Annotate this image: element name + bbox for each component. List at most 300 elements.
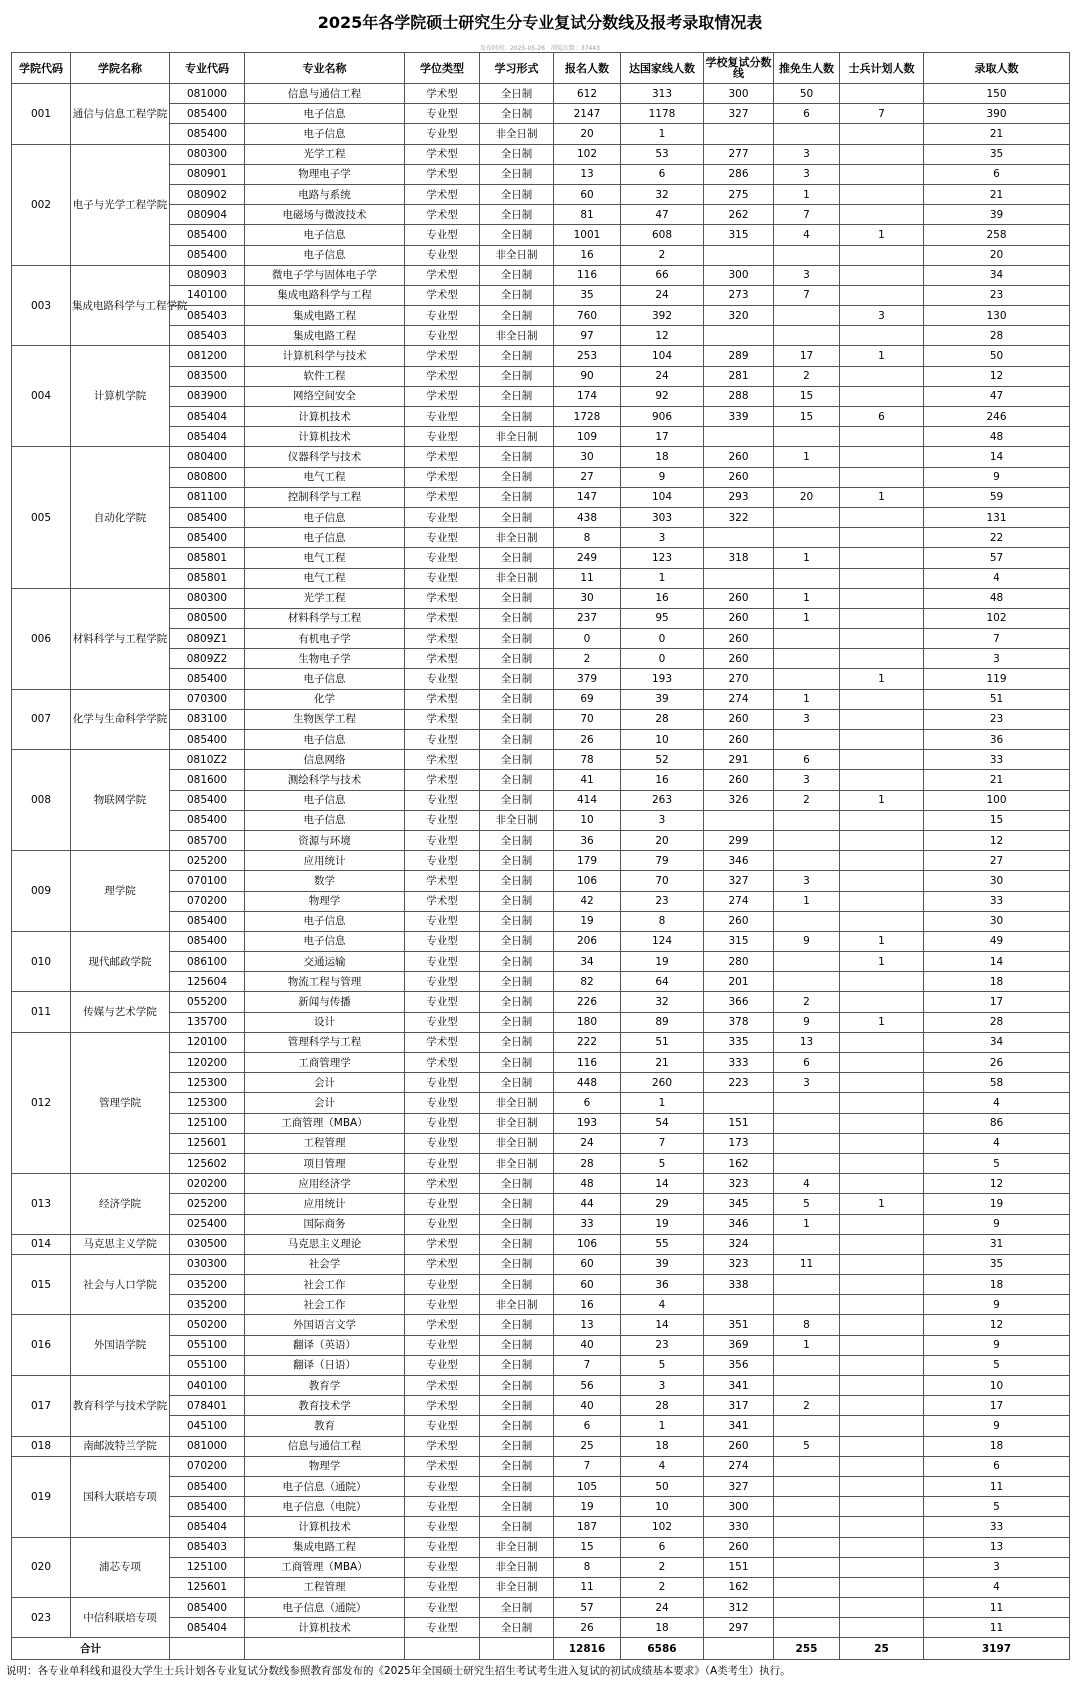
degree-type-cell: 专业型 — [405, 427, 480, 447]
degree-type-cell: 学术型 — [405, 184, 480, 204]
exempt-cell: 50 — [774, 84, 840, 104]
major-name-cell: 马克思主义理论 — [245, 1234, 405, 1254]
college-name-cell: 中信科联培专项 — [71, 1598, 170, 1638]
school-line-cell: 260 — [704, 911, 774, 931]
college-code-cell: 020 — [12, 1537, 71, 1598]
study-mode-cell: 全日制 — [480, 1234, 554, 1254]
table-row — [12, 1133, 1070, 1153]
exempt-cell — [774, 1355, 840, 1375]
major-name-cell: 电气工程 — [245, 568, 405, 588]
degree-type-cell: 专业型 — [405, 1093, 480, 1113]
admitted-cell: 21 — [924, 124, 1070, 144]
table-row — [12, 144, 1070, 164]
degree-type-cell: 学术型 — [405, 891, 480, 911]
school-line-cell — [704, 1295, 774, 1315]
study-mode-cell: 非全日制 — [480, 810, 554, 830]
admitted-cell: 30 — [924, 871, 1070, 891]
major-code-cell: 025200 — [170, 851, 245, 871]
degree-type-cell: 专业型 — [405, 568, 480, 588]
school-line-cell: 262 — [704, 205, 774, 225]
header-admitted: 录取人数 — [924, 53, 1070, 84]
school-line-cell: 369 — [704, 1335, 774, 1355]
exempt-cell: 1 — [774, 447, 840, 467]
study-mode-cell: 全日制 — [480, 1194, 554, 1214]
soldier-cell — [840, 386, 924, 406]
school-line-cell: 260 — [704, 1436, 774, 1456]
header-college-code: 学院代码 — [12, 53, 71, 84]
national-line-cell: 4 — [621, 1295, 704, 1315]
admitted-cell: 12 — [924, 1315, 1070, 1335]
national-line-cell: 55 — [621, 1234, 704, 1254]
applicants-cell: 40 — [554, 1396, 621, 1416]
school-line-cell: 345 — [704, 1194, 774, 1214]
major-code-cell: 081000 — [170, 1436, 245, 1456]
applicants-cell: 78 — [554, 750, 621, 770]
admitted-cell: 12 — [924, 366, 1070, 386]
applicants-cell: 438 — [554, 507, 621, 527]
major-name-cell: 电子信息 — [245, 911, 405, 931]
exempt-cell: 4 — [774, 1174, 840, 1194]
college-name-cell: 自动化学院 — [71, 447, 170, 588]
national-line-cell: 66 — [621, 265, 704, 285]
college-name-cell: 通信与信息工程学院 — [71, 84, 170, 145]
soldier-cell — [840, 1275, 924, 1295]
major-name-cell: 电子信息 — [245, 245, 405, 265]
major-name-cell: 集成电路工程 — [245, 306, 405, 326]
soldier-cell: 3 — [840, 306, 924, 326]
study-mode-cell: 全日制 — [480, 830, 554, 850]
major-name-cell: 有机电子学 — [245, 629, 405, 649]
school-line-cell: 312 — [704, 1598, 774, 1618]
exempt-cell: 7 — [774, 205, 840, 225]
major-name-cell: 微电子学与固体电子学 — [245, 265, 405, 285]
soldier-cell: 1 — [840, 669, 924, 689]
national-line-cell: 5 — [621, 1153, 704, 1173]
school-line-cell: 323 — [704, 1174, 774, 1194]
degree-type-cell: 专业型 — [405, 911, 480, 931]
admitted-cell: 36 — [924, 730, 1070, 750]
national-line-cell: 70 — [621, 871, 704, 891]
soldier-cell — [840, 1254, 924, 1274]
college-code-cell: 002 — [12, 144, 71, 265]
school-line-cell: 324 — [704, 1234, 774, 1254]
table-row — [12, 427, 1070, 447]
admitted-cell: 9 — [924, 1335, 1070, 1355]
school-line-cell: 151 — [704, 1557, 774, 1577]
table-row — [12, 407, 1070, 427]
school-line-cell: 291 — [704, 750, 774, 770]
admitted-cell: 59 — [924, 487, 1070, 507]
college-code-cell: 001 — [12, 84, 71, 145]
applicants-cell: 20 — [554, 124, 621, 144]
study-mode-cell: 非全日制 — [480, 427, 554, 447]
study-mode-cell: 全日制 — [480, 1456, 554, 1476]
school-line-cell — [704, 427, 774, 447]
degree-type-cell: 专业型 — [405, 1355, 480, 1375]
degree-type-cell: 专业型 — [405, 1517, 480, 1537]
national-line-cell: 10 — [621, 1497, 704, 1517]
admitted-cell: 9 — [924, 467, 1070, 487]
soldier-cell: 1 — [840, 790, 924, 810]
national-line-cell: 1178 — [621, 104, 704, 124]
table-row — [12, 992, 1070, 1012]
table-row — [12, 790, 1070, 810]
major-name-cell: 电磁场与微波技术 — [245, 205, 405, 225]
school-line-cell: 320 — [704, 306, 774, 326]
degree-type-cell: 学术型 — [405, 205, 480, 225]
major-name-cell: 电气工程 — [245, 548, 405, 568]
exempt-cell — [774, 911, 840, 931]
school-line-cell: 288 — [704, 386, 774, 406]
soldier-cell: 1 — [840, 1012, 924, 1032]
major-name-cell: 物流工程与管理 — [245, 972, 405, 992]
study-mode-cell: 非全日制 — [480, 124, 554, 144]
admitted-cell: 12 — [924, 830, 1070, 850]
national-line-cell: 39 — [621, 1254, 704, 1274]
major-name-cell: 应用经济学 — [245, 1174, 405, 1194]
table-row — [12, 104, 1070, 124]
soldier-cell — [840, 1073, 924, 1093]
major-code-cell: 055200 — [170, 992, 245, 1012]
study-mode-cell: 非全日制 — [480, 1093, 554, 1113]
school-line-cell: 297 — [704, 1618, 774, 1638]
major-name-cell: 物理学 — [245, 891, 405, 911]
exempt-cell: 1 — [774, 1335, 840, 1355]
total-empty-cell — [405, 1638, 480, 1660]
exempt-cell — [774, 851, 840, 871]
study-mode-cell: 全日制 — [480, 891, 554, 911]
applicants-cell: 7 — [554, 1456, 621, 1476]
exempt-cell: 1 — [774, 689, 840, 709]
soldier-cell — [840, 1618, 924, 1638]
page-title: 2025年各学院硕士研究生分专业复试分数线及报考录取情况表 — [317, 13, 763, 32]
college-code-cell: 007 — [12, 689, 71, 750]
degree-type-cell: 学术型 — [405, 1234, 480, 1254]
college-name-cell: 集成电路科学与工程学院 — [71, 265, 170, 346]
soldier-cell — [840, 366, 924, 386]
major-name-cell: 翻译（英语） — [245, 1335, 405, 1355]
major-name-cell: 电子信息 — [245, 124, 405, 144]
exempt-cell — [774, 1537, 840, 1557]
major-code-cell: 0809Z2 — [170, 649, 245, 669]
major-name-cell: 数学 — [245, 871, 405, 891]
admitted-cell: 86 — [924, 1113, 1070, 1133]
degree-type-cell: 学术型 — [405, 1436, 480, 1456]
national-line-cell: 32 — [621, 992, 704, 1012]
exempt-cell: 2 — [774, 1396, 840, 1416]
degree-type-cell: 学术型 — [405, 1315, 480, 1335]
admitted-cell: 48 — [924, 588, 1070, 608]
soldier-cell — [840, 265, 924, 285]
applicants-cell: 206 — [554, 931, 621, 951]
school-line-cell: 318 — [704, 548, 774, 568]
admitted-cell: 39 — [924, 205, 1070, 225]
national-line-cell: 21 — [621, 1053, 704, 1073]
study-mode-cell: 全日制 — [480, 669, 554, 689]
study-mode-cell: 全日制 — [480, 649, 554, 669]
major-name-cell: 电路与系统 — [245, 184, 405, 204]
major-code-cell: 080800 — [170, 467, 245, 487]
exempt-cell: 5 — [774, 1194, 840, 1214]
major-code-cell: 070200 — [170, 891, 245, 911]
admitted-cell: 17 — [924, 992, 1070, 1012]
major-code-cell: 085400 — [170, 1598, 245, 1618]
college-name-cell: 物联网学院 — [71, 750, 170, 851]
degree-type-cell: 专业型 — [405, 1557, 480, 1577]
school-line-cell: 300 — [704, 84, 774, 104]
soldier-cell — [840, 427, 924, 447]
degree-type-cell: 专业型 — [405, 1537, 480, 1557]
school-line-cell: 315 — [704, 931, 774, 951]
soldier-cell — [840, 730, 924, 750]
exempt-cell: 9 — [774, 1012, 840, 1032]
soldier-cell — [840, 608, 924, 628]
table-row — [12, 184, 1070, 204]
degree-type-cell: 专业型 — [405, 1194, 480, 1214]
table-row — [12, 1355, 1070, 1375]
national-line-cell: 2 — [621, 245, 704, 265]
national-line-cell: 50 — [621, 1476, 704, 1496]
college-name-cell: 理学院 — [71, 851, 170, 932]
degree-type-cell: 专业型 — [405, 1497, 480, 1517]
degree-type-cell: 专业型 — [405, 1598, 480, 1618]
major-code-cell: 085400 — [170, 104, 245, 124]
exempt-cell — [774, 326, 840, 346]
applicants-cell: 90 — [554, 366, 621, 386]
admitted-cell: 23 — [924, 285, 1070, 305]
study-mode-cell: 全日制 — [480, 608, 554, 628]
table-row — [12, 750, 1070, 770]
study-mode-cell: 全日制 — [480, 750, 554, 770]
major-name-cell: 控制科学与工程 — [245, 487, 405, 507]
table-row — [12, 1436, 1070, 1456]
national-line-cell: 260 — [621, 1073, 704, 1093]
table-row — [12, 1254, 1070, 1274]
applicants-cell: 6 — [554, 1416, 621, 1436]
major-name-cell: 电子信息 — [245, 669, 405, 689]
admitted-cell: 33 — [924, 750, 1070, 770]
applicants-cell: 102 — [554, 144, 621, 164]
table-row — [12, 689, 1070, 709]
exempt-cell: 1 — [774, 891, 840, 911]
soldier-cell — [840, 972, 924, 992]
degree-type-cell: 学术型 — [405, 588, 480, 608]
college-name-cell: 传媒与艺术学院 — [71, 992, 170, 1032]
study-mode-cell: 全日制 — [480, 1335, 554, 1355]
table-row — [12, 1598, 1070, 1618]
degree-type-cell: 专业型 — [405, 1113, 480, 1133]
header-college-name: 学院名称 — [71, 53, 170, 84]
soldier-cell — [840, 770, 924, 790]
exempt-cell: 13 — [774, 1032, 840, 1052]
table-row — [12, 588, 1070, 608]
degree-type-cell: 学术型 — [405, 84, 480, 104]
major-code-cell: 080904 — [170, 205, 245, 225]
major-code-cell: 083500 — [170, 366, 245, 386]
national-line-cell: 79 — [621, 851, 704, 871]
applicants-cell: 180 — [554, 1012, 621, 1032]
school-line-cell: 330 — [704, 1517, 774, 1537]
admitted-cell: 102 — [924, 608, 1070, 628]
exempt-cell — [774, 467, 840, 487]
exempt-cell — [774, 972, 840, 992]
school-line-cell: 281 — [704, 366, 774, 386]
major-code-cell: 085400 — [170, 669, 245, 689]
major-code-cell: 085404 — [170, 407, 245, 427]
school-line-cell: 162 — [704, 1153, 774, 1173]
study-mode-cell: 全日制 — [480, 1476, 554, 1496]
admitted-cell: 5 — [924, 1355, 1070, 1375]
study-mode-cell: 全日制 — [480, 265, 554, 285]
exempt-cell — [774, 629, 840, 649]
soldier-cell — [840, 1335, 924, 1355]
exempt-cell — [774, 507, 840, 527]
school-line-cell: 223 — [704, 1073, 774, 1093]
admitted-cell: 100 — [924, 790, 1070, 810]
exempt-cell: 11 — [774, 1254, 840, 1274]
admitted-cell: 21 — [924, 770, 1070, 790]
admitted-cell: 28 — [924, 326, 1070, 346]
exempt-cell — [774, 1153, 840, 1173]
major-name-cell: 电子信息 — [245, 507, 405, 527]
major-name-cell: 电子信息 — [245, 790, 405, 810]
college-code-cell: 010 — [12, 931, 71, 992]
admitted-cell: 15 — [924, 810, 1070, 830]
degree-type-cell: 专业型 — [405, 1335, 480, 1355]
major-name-cell: 电子信息（电院） — [245, 1497, 405, 1517]
admitted-cell: 5 — [924, 1497, 1070, 1517]
exempt-cell: 6 — [774, 1053, 840, 1073]
table-row — [12, 1416, 1070, 1436]
school-line-cell: 280 — [704, 952, 774, 972]
header-national-line: 达国家线人数 — [621, 53, 704, 84]
school-line-cell: 323 — [704, 1254, 774, 1274]
major-code-cell: 085400 — [170, 810, 245, 830]
degree-type-cell: 专业型 — [405, 931, 480, 951]
degree-type-cell: 专业型 — [405, 1275, 480, 1295]
national-line-cell: 193 — [621, 669, 704, 689]
applicants-cell: 237 — [554, 608, 621, 628]
admitted-cell: 4 — [924, 1577, 1070, 1597]
applicants-cell: 35 — [554, 285, 621, 305]
applicants-cell: 2147 — [554, 104, 621, 124]
national-line-cell: 6 — [621, 1537, 704, 1557]
admitted-cell: 50 — [924, 346, 1070, 366]
table-row — [12, 1315, 1070, 1335]
national-line-cell: 3 — [621, 528, 704, 548]
study-mode-cell: 全日制 — [480, 851, 554, 871]
applicants-cell: 82 — [554, 972, 621, 992]
applicants-cell: 6 — [554, 1093, 621, 1113]
major-name-cell: 电子信息 — [245, 730, 405, 750]
national-line-cell: 303 — [621, 507, 704, 527]
degree-type-cell: 专业型 — [405, 1153, 480, 1173]
exempt-cell: 6 — [774, 104, 840, 124]
admitted-cell: 6 — [924, 164, 1070, 184]
exempt-cell: 2 — [774, 366, 840, 386]
table-row — [12, 629, 1070, 649]
applicants-cell: 222 — [554, 1032, 621, 1052]
major-code-cell: 0809Z1 — [170, 629, 245, 649]
college-code-cell: 003 — [12, 265, 71, 346]
admitted-cell: 49 — [924, 931, 1070, 951]
admitted-cell: 9 — [924, 1214, 1070, 1234]
national-line-cell: 32 — [621, 184, 704, 204]
school-line-cell: 322 — [704, 507, 774, 527]
degree-type-cell: 专业型 — [405, 1476, 480, 1496]
degree-type-cell: 专业型 — [405, 851, 480, 871]
major-name-cell: 工程管理 — [245, 1577, 405, 1597]
national-line-cell: 24 — [621, 285, 704, 305]
degree-type-cell: 学术型 — [405, 608, 480, 628]
soldier-cell — [840, 447, 924, 467]
major-name-cell: 教育学 — [245, 1376, 405, 1396]
applicants-cell: 174 — [554, 386, 621, 406]
major-name-cell: 计算机技术 — [245, 407, 405, 427]
school-line-cell: 274 — [704, 689, 774, 709]
degree-type-cell: 学术型 — [405, 1032, 480, 1052]
table-row — [12, 124, 1070, 144]
degree-type-cell: 专业型 — [405, 548, 480, 568]
admitted-cell: 14 — [924, 952, 1070, 972]
footnote: 说明：各专业单科线和退役大学生士兵计划各专业复试分数线参照教育部发布的《2025年全国硕士研究生招生考试考生进入复试的初试成绩基本要求》（A类考生）执行。 — [6, 1665, 791, 1677]
exempt-cell — [774, 830, 840, 850]
national-line-cell: 24 — [621, 1598, 704, 1618]
study-mode-cell: 全日制 — [480, 1174, 554, 1194]
soldier-cell — [840, 629, 924, 649]
school-line-cell: 346 — [704, 1214, 774, 1234]
soldier-cell — [840, 1214, 924, 1234]
school-line-cell: 378 — [704, 1012, 774, 1032]
degree-type-cell: 学术型 — [405, 386, 480, 406]
soldier-cell — [840, 871, 924, 891]
degree-type-cell: 学术型 — [405, 144, 480, 164]
table-row — [12, 1073, 1070, 1093]
major-name-cell: 集成电路工程 — [245, 1537, 405, 1557]
degree-type-cell: 学术型 — [405, 265, 480, 285]
major-code-cell: 040100 — [170, 1376, 245, 1396]
table-row — [12, 1476, 1070, 1496]
admitted-cell: 7 — [924, 629, 1070, 649]
major-name-cell: 计算机技术 — [245, 427, 405, 447]
soldier-cell — [840, 1598, 924, 1618]
table-row — [12, 1234, 1070, 1254]
degree-type-cell: 专业型 — [405, 407, 480, 427]
college-code-cell: 012 — [12, 1032, 71, 1173]
table-row — [12, 528, 1070, 548]
applicants-cell: 40 — [554, 1335, 621, 1355]
admitted-cell: 35 — [924, 144, 1070, 164]
school-line-cell: 260 — [704, 588, 774, 608]
table-row — [12, 1093, 1070, 1113]
school-line-cell: 293 — [704, 487, 774, 507]
college-name-cell: 教育科学与技术学院 — [71, 1376, 170, 1437]
national-line-cell: 0 — [621, 649, 704, 669]
college-code-cell: 017 — [12, 1376, 71, 1437]
national-line-cell: 102 — [621, 1517, 704, 1537]
major-name-cell: 应用统计 — [245, 851, 405, 871]
degree-type-cell: 专业型 — [405, 972, 480, 992]
college-name-cell: 经济学院 — [71, 1174, 170, 1235]
table-row — [12, 1376, 1070, 1396]
degree-type-cell: 学术型 — [405, 1376, 480, 1396]
study-mode-cell: 全日制 — [480, 709, 554, 729]
applicants-cell: 253 — [554, 346, 621, 366]
degree-type-cell: 学术型 — [405, 709, 480, 729]
applicants-cell: 193 — [554, 1113, 621, 1133]
table-row — [12, 1174, 1070, 1194]
table-row — [12, 730, 1070, 750]
